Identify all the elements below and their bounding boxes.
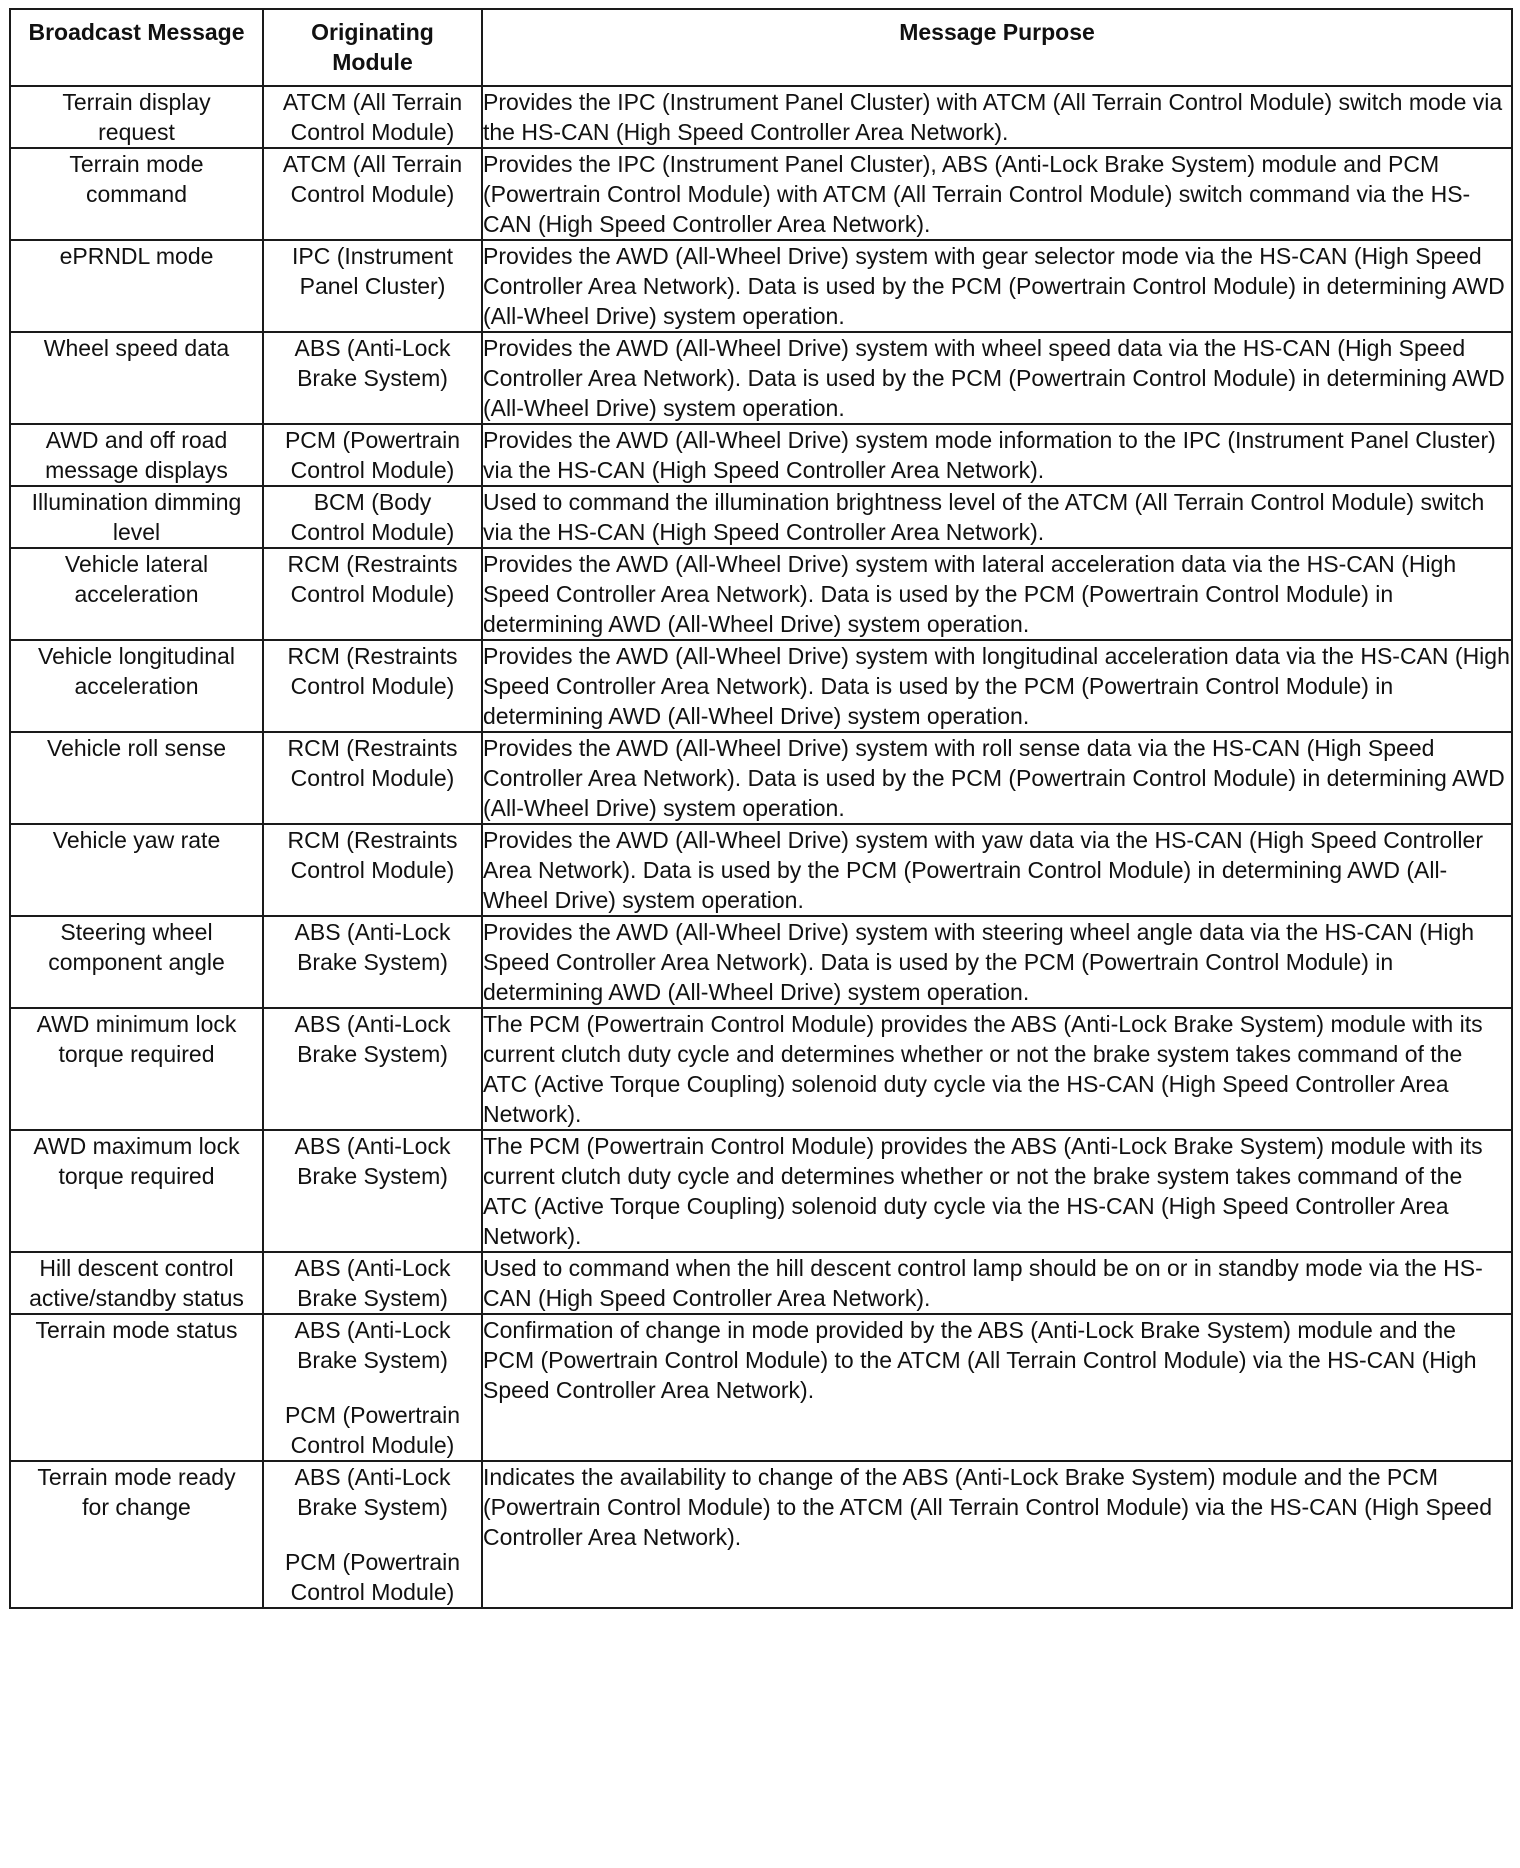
originating-module-cell <box>263 1008 482 1130</box>
table-header-row <box>10 9 1512 86</box>
originating-module-name: ABS (Anti-Lock Brake System) <box>294 1011 451 1067</box>
message-purpose-cell: The PCM (Powertrain Control Module) provides the ABS (Anti-Lock Brake System) module with its current clutch duty cycle and determines whether or not the brake system takes command of the ATC (Active Torque Coupling) solenoid duty cycle via the HS-CAN (High Speed Controller Area Network). <box>482 1130 1512 1252</box>
originating-module-name: ATCM (All Terrain Control Module) <box>282 151 463 207</box>
originating-module-cell <box>263 86 482 148</box>
table-body <box>10 86 1512 1608</box>
broadcast-message-cell: Terrain mode ready for change <box>10 1461 263 1608</box>
originating-module-cell <box>263 486 482 548</box>
table-row <box>10 548 1512 640</box>
originating-module-name: RCM (Restraints Control Module) <box>287 735 458 791</box>
table-row <box>10 732 1512 824</box>
message-purpose-cell: Provides the AWD (All-Wheel Drive) system with lateral acceleration data via the HS-CAN (High Speed Controller Area Network). Data is used by the PCM (Powertrain Control Module) in determining AWD (All-Wheel Drive) system operation. <box>482 548 1512 640</box>
table-row <box>10 824 1512 916</box>
message-purpose-cell: Confirmation of change in mode provided by the ABS (Anti-Lock Brake System) module and the PCM (Powertrain Control Module) to the ATCM (All Terrain Control Module) via the HS-CAN (High Speed Controller Area Network). <box>482 1314 1512 1461</box>
broadcast-message-cell: Vehicle roll sense <box>10 732 263 824</box>
originating-module-name: RCM (Restraints Control Module) <box>287 827 458 883</box>
header-originating-module: Originating Module <box>263 9 482 86</box>
originating-module-name: PCM (Powertrain Control Module) <box>284 1402 461 1458</box>
originating-module-cell <box>263 332 482 424</box>
originating-module-cell <box>263 148 482 240</box>
broadcast-message-cell: Vehicle lateral acceleration <box>10 548 263 640</box>
table-row <box>10 1252 1512 1314</box>
table-row <box>10 916 1512 1008</box>
broadcast-message-cell: Vehicle yaw rate <box>10 824 263 916</box>
table-row <box>10 332 1512 424</box>
broadcast-message-cell: Hill descent control active/standby status <box>10 1252 263 1314</box>
originating-module-name: ABS (Anti-Lock Brake System) <box>294 1464 451 1520</box>
message-purpose-cell: Provides the IPC (Instrument Panel Cluster), ABS (Anti-Lock Brake System) module and PCM (Powertrain Control Module) with ATCM (All Terrain Control Module) switch command via the HS-CAN (High Speed Controller Area Network). <box>482 148 1512 240</box>
broadcast-message-cell: Terrain mode status <box>10 1314 263 1461</box>
message-purpose-cell: Used to command when the hill descent control lamp should be on or in standby mode via the HS-CAN (High Speed Controller Area Network). <box>482 1252 1512 1314</box>
originating-module-name: RCM (Restraints Control Module) <box>287 551 458 607</box>
originating-module-name: ABS (Anti-Lock Brake System) <box>294 919 451 975</box>
broadcast-message-cell: AWD minimum lock torque required <box>10 1008 263 1130</box>
originating-module-cell <box>263 548 482 640</box>
table-row <box>10 1314 1512 1461</box>
broadcast-message-cell: AWD maximum lock torque required <box>10 1130 263 1252</box>
header-message-purpose: Message Purpose <box>482 9 1512 86</box>
message-purpose-cell: The PCM (Powertrain Control Module) provides the ABS (Anti-Lock Brake System) module with its current clutch duty cycle and determines whether or not the brake system takes command of the ATC (Active Torque Coupling) solenoid duty cycle via the HS-CAN (High Speed Controller Area Network). <box>482 1008 1512 1130</box>
originating-module-name: BCM (Body Control Module) <box>290 489 455 545</box>
originating-module-cell <box>263 824 482 916</box>
broadcast-message-cell: Illumination dimming level <box>10 486 263 548</box>
broadcast-message-cell: Terrain mode command <box>10 148 263 240</box>
header-broadcast-message: Broadcast Message <box>10 9 263 86</box>
message-purpose-cell: Provides the AWD (All-Wheel Drive) system with steering wheel angle data via the HS-CAN (High Speed Controller Area Network). Data is used by the PCM (Powertrain Control Module) in determining AWD (All-Wheel Drive) system operation. <box>482 916 1512 1008</box>
originating-module-name: ABS (Anti-Lock Brake System) <box>294 1317 451 1373</box>
message-purpose-cell: Indicates the availability to change of the ABS (Anti-Lock Brake System) module and the PCM (Powertrain Control Module) to the ATCM (All Terrain Control Module) via the HS-CAN (High Speed Controller Area Network). <box>482 1461 1512 1608</box>
originating-module-cell <box>263 916 482 1008</box>
originating-module-name: PCM (Powertrain Control Module) <box>284 427 461 483</box>
table-row <box>10 424 1512 486</box>
table-row <box>10 148 1512 240</box>
broadcast-message-cell: Terrain display request <box>10 86 263 148</box>
originating-module-cell <box>263 1130 482 1252</box>
originating-module-name: ABS (Anti-Lock Brake System) <box>294 335 451 391</box>
table-row <box>10 240 1512 332</box>
table-row <box>10 640 1512 732</box>
table-row <box>10 486 1512 548</box>
originating-module-name: ABS (Anti-Lock Brake System) <box>294 1133 451 1189</box>
table-row <box>10 1130 1512 1252</box>
broadcast-message-cell: Steering wheel component angle <box>10 916 263 1008</box>
message-purpose-cell: Provides the IPC (Instrument Panel Cluster) with ATCM (All Terrain Control Module) switch mode via the HS-CAN (High Speed Controller Area Network). <box>482 86 1512 148</box>
originating-module-cell <box>263 732 482 824</box>
message-purpose-cell: Provides the AWD (All-Wheel Drive) system with longitudinal acceleration data via the HS-CAN (High Speed Controller Area Network). Data is used by the PCM (Powertrain Control Module) in determining AWD (All-Wheel Drive) system operation. <box>482 640 1512 732</box>
broadcast-message-cell: AWD and off road message displays <box>10 424 263 486</box>
module-spacer <box>264 1375 481 1400</box>
broadcast-message-table <box>9 8 1513 1609</box>
originating-module-cell <box>263 640 482 732</box>
message-purpose-cell: Used to command the illumination brightness level of the ATCM (All Terrain Control Module) switch via the HS-CAN (High Speed Controller Area Network). <box>482 486 1512 548</box>
table-row <box>10 86 1512 148</box>
originating-module-name: IPC (Instrument Panel Cluster) <box>291 243 454 299</box>
originating-module-name: PCM (Powertrain Control Module) <box>284 1549 461 1605</box>
module-spacer <box>264 1522 481 1547</box>
broadcast-message-cell: Vehicle longitudinal acceleration <box>10 640 263 732</box>
message-purpose-cell: Provides the AWD (All-Wheel Drive) system with yaw data via the HS-CAN (High Speed Controller Area Network). Data is used by the PCM (Powertrain Control Module) in determining AWD (All-Wheel Drive) system operation. <box>482 824 1512 916</box>
table-row <box>10 1461 1512 1608</box>
table-row <box>10 1008 1512 1130</box>
message-purpose-cell: Provides the AWD (All-Wheel Drive) system with gear selector mode via the HS-CAN (High Speed Controller Area Network). Data is used by the PCM (Powertrain Control Module) in determining AWD (All-Wheel Drive) system operation. <box>482 240 1512 332</box>
originating-module-name: RCM (Restraints Control Module) <box>287 643 458 699</box>
originating-module-cell <box>263 424 482 486</box>
originating-module-cell <box>263 1461 482 1608</box>
originating-module-name: ABS (Anti-Lock Brake System) <box>294 1255 451 1311</box>
message-purpose-cell: Provides the AWD (All-Wheel Drive) system with wheel speed data via the HS-CAN (High Speed Controller Area Network). Data is used by the PCM (Powertrain Control Module) in determining AWD (All-Wheel Drive) system operation. <box>482 332 1512 424</box>
originating-module-cell <box>263 1252 482 1314</box>
message-purpose-cell: Provides the AWD (All-Wheel Drive) system with roll sense data via the HS-CAN (High Speed Controller Area Network). Data is used by the PCM (Powertrain Control Module) in determining AWD (All-Wheel Drive) system operation. <box>482 732 1512 824</box>
message-purpose-cell: Provides the AWD (All-Wheel Drive) system mode information to the IPC (Instrument Panel Cluster) via the HS-CAN (High Speed Controller Area Network). <box>482 424 1512 486</box>
originating-module-cell <box>263 1314 482 1461</box>
broadcast-message-cell: ePRNDL mode <box>10 240 263 332</box>
broadcast-message-cell: Wheel speed data <box>10 332 263 424</box>
originating-module-cell <box>263 240 482 332</box>
originating-module-name: ATCM (All Terrain Control Module) <box>282 89 463 145</box>
